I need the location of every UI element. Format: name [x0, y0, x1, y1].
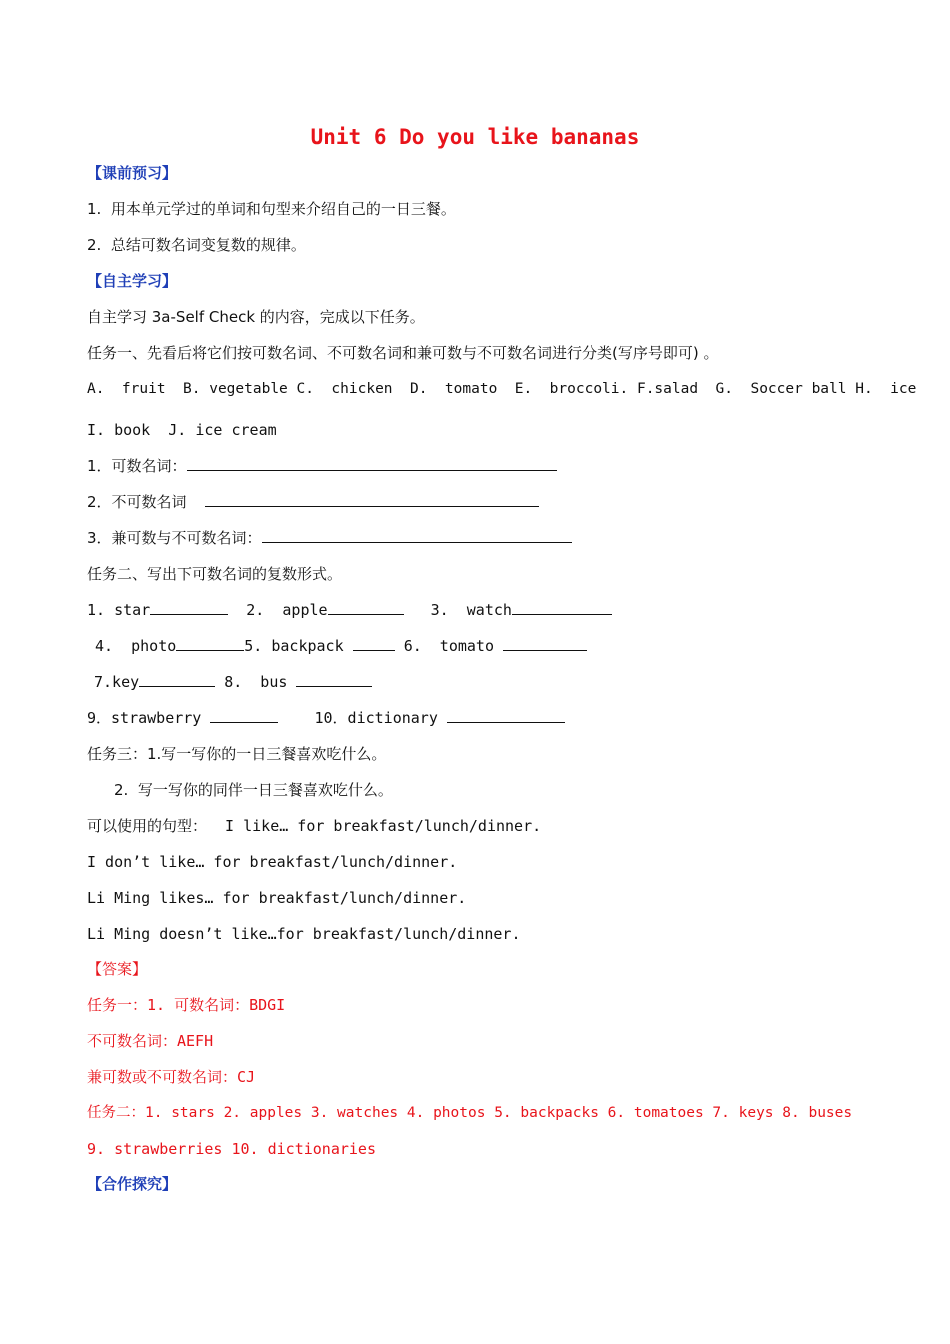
task1-instruction: 任务一、先看后将它们按可数名词、不可数名词和兼可数与不可数名词进行分类(写序号即可) 。	[87, 344, 719, 362]
task3-pattern-4: Li Ming doesn’t like…for breakfast/lunch/dinner.	[87, 925, 521, 943]
task2-blank-8[interactable]	[296, 672, 372, 687]
task1-question-2-label: 2．不可数名词	[87, 493, 187, 511]
task2-blank-6[interactable]	[503, 636, 587, 651]
self-study-intro: 自主学习 3a-Self Check 的内容，完成以下任务。	[87, 308, 425, 326]
task2-row-3	[94, 672, 372, 692]
task1-question-2	[87, 492, 539, 512]
task2-item-apple: 2. apple	[246, 601, 328, 619]
task1-question-1-label: 1．可数名词：	[87, 457, 187, 475]
task2-blank-1[interactable]	[150, 600, 228, 615]
task2-row-2	[95, 636, 587, 656]
task2-item-backpack: 5. backpack	[244, 637, 344, 655]
uncountable-answer-blank[interactable]	[205, 492, 539, 507]
task2-blank-5[interactable]	[353, 636, 395, 651]
task2-blank-4[interactable]	[176, 636, 244, 651]
task3-pattern-2: I don’t like… for breakfast/lunch/dinner.	[87, 853, 458, 871]
answer-line-5: 9. strawberries 10. dictionaries	[87, 1140, 376, 1158]
task1-options-line2: I. book J. ice cream	[87, 421, 277, 439]
both-answer-blank[interactable]	[262, 528, 572, 543]
task1-question-1	[87, 456, 557, 476]
task2-blank-9[interactable]	[210, 708, 278, 723]
task1-question-3	[87, 528, 572, 548]
preview-item-2: 2. 总结可数名词变复数的规律。	[87, 236, 306, 254]
task2-item-key: 7.key	[94, 673, 140, 691]
preview-item-1: 1. 用本单元学过的单词和句型来介绍自己的一日三餐。	[87, 200, 456, 218]
task2-blank-2[interactable]	[328, 600, 404, 615]
task2-item-star: 1. star	[87, 601, 151, 619]
answer-line-2: 不可数名词：AEFH	[87, 1032, 214, 1050]
task2-instruction: 任务二、写出下可数名词的复数形式。	[87, 565, 343, 583]
task3-pattern-1: 可以使用的句型： I like… for breakfast/lunch/dinner.	[87, 817, 542, 835]
answers-heading: 【答案】	[87, 960, 148, 978]
page-title: Unit 6 Do you like bananas	[310, 125, 640, 149]
task2-blank-7[interactable]	[139, 672, 215, 687]
preview-heading: 【课前预习】	[87, 164, 178, 182]
answer-line-4: 任务二：1. stars 2. apples 3. watches 4. photos 5. backpacks 6. tomatoes 7. keys 8. buses	[87, 1105, 853, 1121]
self-study-heading: 【自主学习】	[87, 272, 178, 290]
countable-answer-blank[interactable]	[187, 456, 557, 471]
task2-item-photo: 4. photo	[95, 637, 177, 655]
answer-line-3: 兼可数或不可数名词：CJ	[87, 1068, 256, 1086]
task2-blank-10[interactable]	[447, 708, 565, 723]
task2-item-bus: 8. bus	[224, 673, 288, 691]
task2-item-watch: 3. watch	[430, 601, 512, 619]
task3-pattern-3: Li Ming likes… for breakfast/lunch/dinner.	[87, 889, 467, 907]
task2-row-4	[87, 708, 565, 728]
task1-options-line1: A. fruit B. vegetable C. chicken D. tomato E. broccoli. F.salad G. Soccer ball H. ice	[87, 381, 917, 397]
task1-question-3-label: 3．兼可数与不可数名词：	[87, 529, 262, 547]
cooperation-heading: 【合作探究】	[87, 1175, 178, 1193]
task2-row-1	[87, 600, 612, 620]
answer-line-1: 任务一：1. 可数名词：BDGI	[87, 996, 286, 1014]
task2-item-strawberry: 9．strawberry	[87, 709, 202, 727]
task2-item-tomato: 6. tomato	[403, 637, 494, 655]
task3-line-1: 任务三：1.写一写你的一日三餐喜欢吃什么。	[87, 745, 387, 763]
task3-line-2: 2. 写一写你的同伴一日三餐喜欢吃什么。	[114, 781, 393, 799]
task2-item-dictionary: 10．dictionary	[314, 709, 438, 727]
task2-blank-3[interactable]	[512, 600, 612, 615]
